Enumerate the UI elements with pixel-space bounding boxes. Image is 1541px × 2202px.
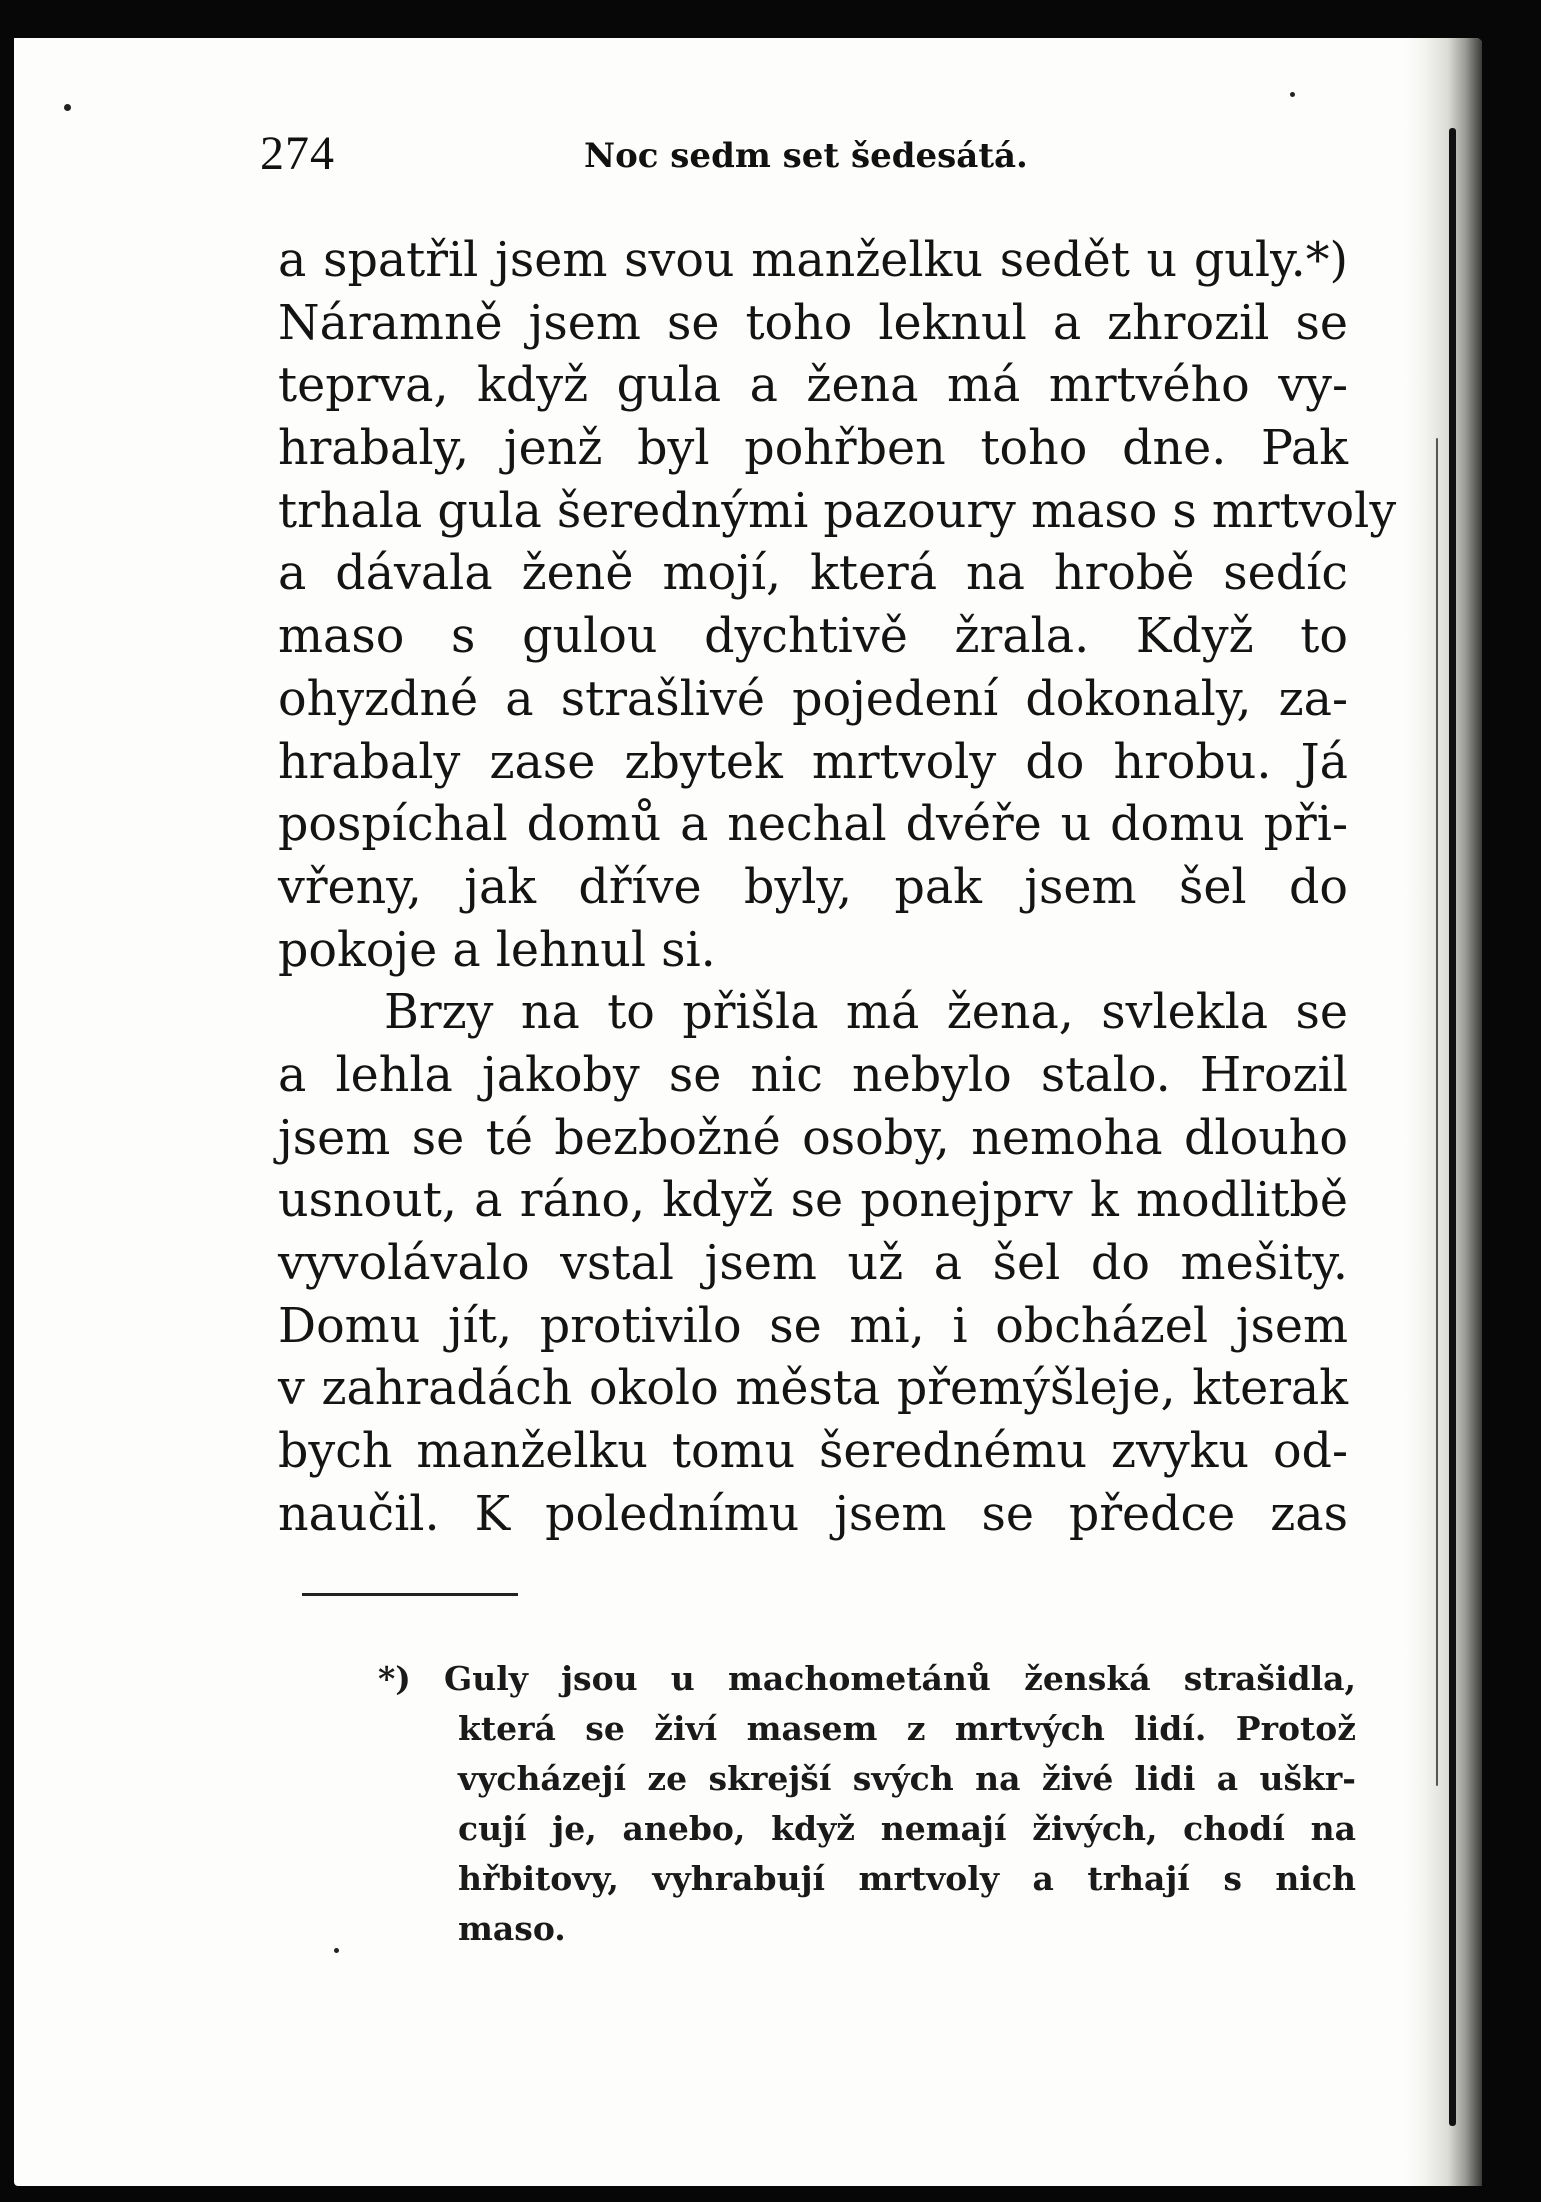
book-page: [14, 38, 1482, 2186]
text-line: jsem se té bezbožné osoby, nemoha dlouho: [278, 1110, 1348, 1166]
text-line: Brzy na to přišla má žena, svlekla se: [384, 985, 1348, 1041]
footnote: [378, 1654, 1356, 1954]
text-line: trhala gula šerednými pazoury maso s mrtvoly: [278, 483, 1397, 539]
footnote-line: hřbitovy, vyhrabují mrtvoly a trhají s nich: [458, 1859, 1356, 1898]
text-line: Domu jít, protivilo se mi, i obcházel jsem: [278, 1298, 1348, 1354]
footnote-line: *) Guly jsou u machometánů ženská strašidla,: [378, 1659, 1356, 1698]
text-line: v zahradách okolo města přemýšleje, kterak: [278, 1361, 1348, 1417]
text-line: maso s gulou dychtivě žrala. Když to: [278, 609, 1348, 665]
spine-edge-line: [1449, 128, 1456, 2126]
text-line: a lehla jakoby se nic nebylo stalo. Hrozil: [278, 1047, 1348, 1103]
text-line: a dávala ženě mojí, která na hrobě sedíc: [278, 546, 1348, 602]
ink-speck: [334, 1948, 339, 1953]
text-line: bych manželku tomu šerednému zvyku od-: [278, 1424, 1348, 1480]
footnote-line: vycházejí ze skrejší svých na živé lidi a uškr-: [458, 1759, 1356, 1798]
ink-speck: [1290, 92, 1295, 97]
text-line: pokoje a lehnul si.: [278, 922, 716, 978]
main-text: [278, 230, 1397, 1546]
footnote-rule: [302, 1593, 518, 1596]
text-line: vřeny, jak dříve byly, pak jsem šel do: [278, 859, 1348, 915]
running-head: [14, 96, 1364, 180]
text-line: usnout, a ráno, když se ponejprv k modlitbě: [278, 1173, 1348, 1229]
text-line: Náramně jsem se toho leknul a zhrozil se: [278, 295, 1348, 351]
text-line: hrabaly zase zbytek mrtvoly do hrobu. Já: [278, 734, 1348, 790]
footnote-line: maso.: [458, 1909, 566, 1948]
book-spine-shadow: [1406, 38, 1482, 2186]
footnote-line: která se živí masem z mrtvých lidí. Protož: [458, 1709, 1356, 1748]
text-line: teprva, když gula a žena má mrtvého vy-: [278, 358, 1348, 414]
text-line: vyvolávalo vstal jsem už a šel do mešity.: [278, 1236, 1348, 1291]
text-line: naučil. K polednímu jsem se předce zas: [278, 1486, 1348, 1542]
text-line: ohyzdné a strašlivé pojedení dokonaly, za-: [278, 671, 1348, 727]
spine-inner-line: [1436, 438, 1438, 1786]
running-title: Noc sedm set šedesátá.: [584, 136, 1028, 176]
text-line: hrabaly, jenž byl pohřben toho dne. Pak: [278, 421, 1348, 477]
footnote-line: cují je, anebo, když nemají živých, chodí na: [458, 1809, 1356, 1848]
text-line: pospíchal domů a nechal dvéře u domu při-: [278, 797, 1348, 853]
text-line: a spatřil jsem svou manželku sedět u guly.*): [278, 233, 1348, 288]
page-number: 274: [260, 127, 335, 180]
ink-speck: [64, 104, 71, 111]
